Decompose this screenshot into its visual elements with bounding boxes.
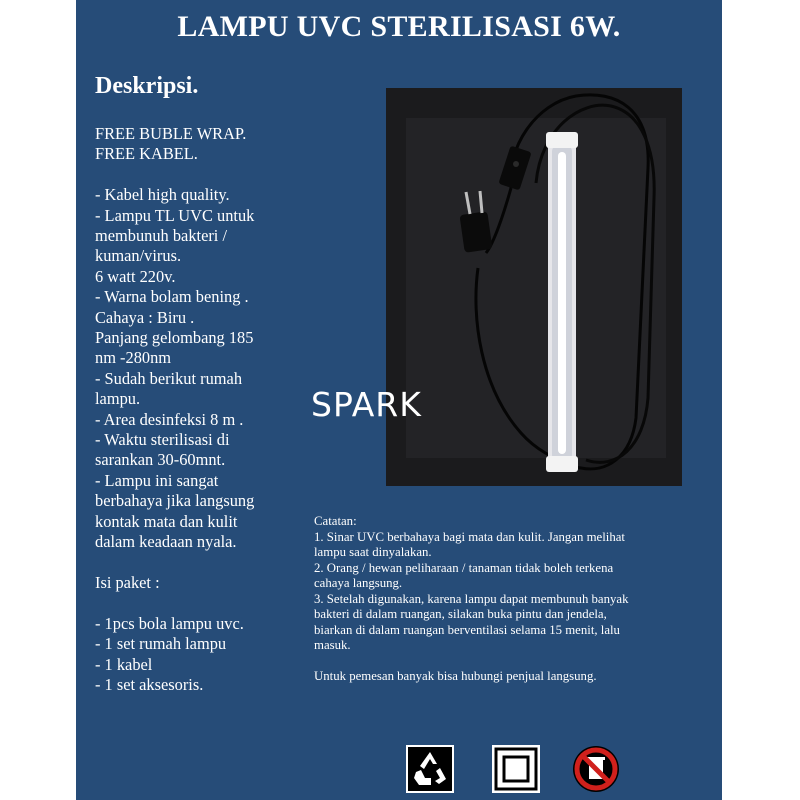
notes-line: cahaya langsung. [314,576,403,590]
product-photo [386,88,682,486]
double-insulation-icon [492,745,540,793]
watermark-text: SPARK [311,385,422,424]
poster-title: LAMPU UVC STERILISASI 6W. [177,10,621,43]
description-line [95,165,315,185]
description-line: dalam keadaan nyala. [95,532,237,552]
notes-line [314,654,704,670]
description-line [95,553,315,573]
notes-line: biarkan di dalam ruangan berventilasi selama 15 menit, lalu [314,622,620,637]
description-line: kuman/virus. [95,246,182,266]
description-line: - Sudah berikut rumah [95,368,243,388]
description-heading: Deskripsi. [95,73,199,99]
description-line: - 1pcs bola lampu uvc. [95,613,244,633]
notes-line: 1. Sinar UVC berbahaya bagi mata dan kulit. Jangan melihat [314,529,625,544]
description-line: Cahaya : Biru . [95,307,195,327]
uvc-lamp-image [386,88,682,486]
description-line: membunuh bakteri / [95,226,228,246]
notes-text [314,514,704,685]
description-line: 6 watt 220v. [95,266,176,286]
notes-line: bakteri di dalam ruangan, silakan buka pintu dan jendela, [314,607,607,621]
description-line: lampu. [95,389,141,409]
notes-line: 3. Setelah digunakan, karena lampu dapat membunuh banyak [314,591,629,606]
notes-line: 2. Orang / hewan peliharaan / tanaman tidak boleh terkena [314,560,614,575]
no-trash-bin-icon [572,745,620,793]
description-line: FREE KABEL. [95,144,198,164]
description-line: FREE BUBLE WRAP. [95,124,247,143]
notes-line: lampu saat dinyalakan. [314,545,432,559]
description-line: - Kabel high quality. [95,185,230,205]
description-line: - Lampu ini sangat [95,470,219,490]
description-line: sarankan 30-60mnt. [95,450,226,470]
description-line: kontak mata dan kulit [95,511,238,531]
description-line: - Lampu TL UVC untuk [95,205,255,225]
description-line: berbahaya jika langsung [95,491,255,511]
description-line: - Area desinfeksi 8 m . [95,409,244,429]
description-line [95,593,315,613]
description-line: - Warna bolam bening . [95,287,249,307]
recycle-icon [406,745,454,793]
description-text [95,124,315,695]
notes-line: Catatan: [314,514,357,528]
description-line: nm -280nm [95,348,172,368]
description-line: Isi paket : [95,572,160,592]
description-line: - 1 set rumah lampu [95,634,227,654]
notes-line: masuk. [314,638,351,652]
product-poster [76,0,722,800]
description-line: - 1 set aksesoris. [95,674,204,694]
description-line: - 1 kabel [95,654,153,674]
description-line: - Waktu sterilisasi di [95,430,230,450]
notes-line: Untuk pemesan banyak bisa hubungi penjual langsung. [314,669,597,683]
description-line: Panjang gelombang 185 [95,328,254,348]
